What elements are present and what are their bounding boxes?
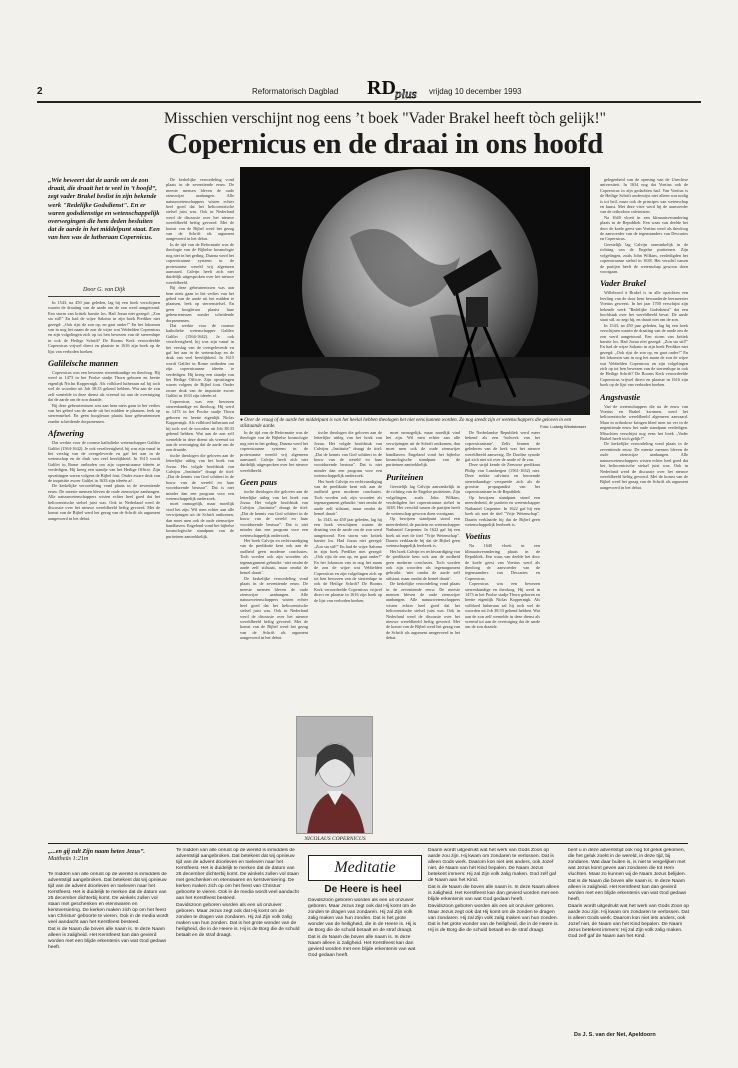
meditation-signature: Ds J. S. van der Net, Apeldoorn	[574, 1032, 656, 1038]
globe-photo	[240, 167, 590, 415]
portrait-caption: NICOLAUS COPERNICUS	[304, 836, 366, 842]
article-intro: „Wie beweert dat de aarde om de zon draait, die draait het te veel in ’t hoofd”, zegt vader Brakel beslist in zijn bekende werk "Redelijke Godsdienst". En er waren godsdienstige en wetenschappelijk overwegingen die hem deden besluiten dat de aarde in het middelpunt staat. Een van hen was de lutheraan Copernicus.	[48, 177, 160, 242]
paragraph: Dat is de Naam die boven alle naam is. In deze Naam alleen is zaligheid. Het Kerstfeest kan dan gevierd worden met een blijde erkentenis van wat God gedaan heeft.	[428, 885, 560, 902]
article-column-2	[166, 177, 234, 837]
article-column-1	[48, 300, 160, 838]
paragraph: Deze strijd kende de Zeeuwse predikant Philip van Lansbergen (1561-1632) niet. Deze trekke calvinist en beroemde sterrenkundige verspreide zich als de grootste propagandist van het copernicanisme in de Republiek.	[465, 462, 540, 495]
paragraph: Willebrord à Brakel is in alle opzichten een leerling van de door hem bewonderde leermeester Voetius geweest. In het jaar 1700 verschijnt zijn bekende werk "Redelijke Godsdienst" dat een hoofdstuk over het wereldbeeld bevat. De aarde staat stil, zo zegt hij, en draait niet om de zon.	[600, 290, 688, 323]
paragraph: In de tijd van de Reformatie was de theologie van de Bijbelse kosmologie nog niet in het geding. Daarna werd het copernicaanse systeem in de protestantse wereld vrij algemeen aanvaard. Calvijn heeft zich niet duidelijk uitgesproken over het nieuwe wereldbeeld.	[166, 241, 234, 285]
article-column-3	[240, 430, 308, 710]
paragraph: Het boek Calvijn en rechtvaardiging van de predikatie kent ook aan de oudheid geen moderne conclusies. Toch worden ook zijn woorden als tegenargument gebruikt: ‘niet omdat de aarde zelf stilstaat, maar omdat de hemel draait’.	[240, 537, 308, 576]
paragraph: Daarin wordt uitgedrukt wat het werk van Gods Zoon op aarde zou zijn. Hij kwam om zondaren te verlossen. Dat is alleen Gods werk. Daarom kon niet iets anders, ook Jozef niet, de Naam van het Kind bepalen. De Naam Jezus betekent immers: Hij zal Zijn volk zalig maken. God zelf gaf de Naam aan het Kind.	[428, 848, 557, 883]
paragraph: Het boek Calvijn en rechtvaardiging van de predikatie kent ook aan de oudheid geen moderne conclusies. Toch worden ook zijn woorden als tegenargument gebruikt: ‘niet omdat de aarde zelf stilstaat, maar omdat de hemel draait’.	[314, 478, 382, 517]
quote-reference: Mattheüs 1:21m	[48, 855, 89, 863]
paragraph: Geestelijk lag Calvijn aanvankelijk in de richting van de Engelse puriteinen. Zijn volgelingen, zoals John Wilkins, verdedigden het copernicaanse stelsel in 1638. Het verschil tussen de partijen heeft de wetenschap gewoon doen voortgaan.	[600, 241, 688, 274]
bottom-rule	[48, 843, 688, 844]
paragraph: tische theologen die geloven aan de letterlijke uitleg van het boek van Jozua. Het volgde hoofdstuk van Calvijns „Institutie” draagt de titel: „Dat de kennis van God schittert in de bouw van de wereld en haar voortdurende bestuur”. Dat is niet minder dan een program voor een wetenschappelijk onderzoek.	[240, 489, 308, 538]
byline: Door G. van Dijk	[83, 287, 125, 293]
meditation-column-4	[428, 848, 562, 1033]
paragraph: Dat is de Naam die boven alle naam is. In deze Naam alleen is zaligheid. Het Kerstfeest kan dan gevierd worden met een blijde erkentenis van wat God gedaan heeft.	[568, 879, 687, 902]
paragraph: Davidszoon geboren worden als een uit onzuiver geboren. Maar Jezus zegt ook dat Hij komt om de zonden te dragen van zondaren. Hij zal Zijn volk zalig maken van hun zonden. Dat is het grote wonder van de heiligheid, die in de Heere is. Hij is de Borg die de schuld betaalt en de straf draagt.	[428, 904, 559, 933]
paragraph: In 1543, na 450 jaar geleden, lag hij een boek verschijnen waarin de draaiing van de aarde om de zon werd aangetoond. Een storm van kritiek barstte los. Had Jozua niet gezegd: „Zon sta stil!” En had de wijze Salomo in zijn boek Prediker niet gezegd: „Ook rijst de zon op, en gaat onder!” En het lokomon van in nog het naam de zon de wijze wat Vebbelden Copernicus en zijn volgelingen zich op tot hen bewezen van de sterrenlupe in ook de Heilige Schrift? De Rooms Kerk veroordeelde Copernicus vrijwel direct en plaatste in 1616 zijn boek op de lijst van verboden boeken.	[314, 516, 382, 603]
masthead-rule	[37, 101, 701, 103]
telescope-globe-image	[240, 167, 590, 415]
rd-plus-logo	[365, 76, 425, 100]
paragraph: Dat werkte voor de roomse katholieke wetenschapper Galileo Galilei (1564-1642). Je ook verzilverigheid, hij was zijn vanaf in het verslag van de overgeleverde en gaf het aan in de wetenschap en de druk van veel heerlijkheid. In 1615 wordt Galilei in Rome ontboden om zijn copernicaanse ideeën te verdedigen. Hij kreeg een standje van het Heilige Officie. Zijn opvattingen waren volgens de Bijbel fout. Onder zware druk van de inquisitie zwoer Galilei in 1633 zijn ideeën af.	[48, 440, 160, 483]
paragraph: Na 1640 vloeit in een klimaatsverandering plaats in de Republiek. Een waas van deelde het door de koele geest van Voetius werd als theoloog de aanvoerder van de tegenstanders van Descartes en Copernicus.	[600, 214, 688, 242]
paragraph: gelegenheid van de opening van de Utrechtse universiteit. In 1634 nog dat Voetius ook de Copernicus in zijn gedachten had. Van Voetius is de Heilige Schrift onderwijst niet alleen wat nodig is tot heil, maar ook de principes van wetenschap en kunst. Met deze visie werd hij de aanvoerder van de orthodoxe calvinisten.	[600, 177, 688, 215]
article-column-4	[314, 430, 382, 710]
quote-title: „...en gij zult Zijn naam heten Jezus”.	[48, 848, 145, 855]
paragraph: De kerkelijke veroordeling vond plaats in de zeventiende eeuw. De meeste mensen bleven de oude zienswijze aanhangen. Alle natuurwetenschappers wisten echter heel goed dat het heliocentrische stelsel juist was. Ook in Nederland werd de discussie over het nieuwe wereldbeeld heftig gevoerd. Met de komst van de Bijbel werd het gezag van de Schrift als argument aangevoerd in het debat.	[48, 483, 160, 521]
photo-credit: Foto: Ludwig Windstosser	[540, 424, 587, 429]
paragraph: Daarin wordt uitgedrukt wat het werk van Gods Zoon op aarde zou zijn. Hij kwam om zondaren te verlossen. Dat is alleen Gods werk. Daarom kon niet iets anders, ook Jozef niet, de Naam van het Kind bepalen. De Naam Jezus betekent immers: Hij zal Zijn volk zalig maken. God zelf gaf de Naam aan het Kind.	[568, 904, 689, 939]
paragraph: De kerkelijke veroordeling vond plaats in de zeventiende eeuw. De meeste mensen bleven de oude zienswijze aanhangen. Alle natuurwetenschappers wisten echter heel goed dat het heliocentrische stelsel juist was. Ook in Nederland werd de discussie over het nieuwe wereldbeeld heftig gevoerd. Met de komst van de Bijbel werd het gezag van de Schrift als argument aangevoerd in het debat.	[166, 177, 234, 242]
paragraph: De kerkelijke veroordeling vond plaats in de zeventiende eeuw. De meeste mensen bleven de oude zienswijze aanhangen. Alle natuurwetenschappers wisten echter heel goed dat het heliocentrische stelsel juist was. Ook in Nederland werd de discussie over het nieuwe wereldbeeld heftig gevoerd. Met de komst van de Bijbel werd het gezag van de Schrift als argument aangevoerd in het debat.	[240, 575, 308, 641]
paragraph: moet onmogelijk, maar moeilijk vind het zijn. Wil men echter aan alle verwijzingen uit de Schrift ontkomen, dan moet men ook de oude zienswijze handhaven. Engeland vond het bijbelse kosmologische standpunt van de puriteinen aantrekkelijk.	[386, 430, 460, 468]
paragraph: Bij deze gebeurtenissen was aan hem niets gaan in het verlies van het gebed van de aarde uit het midden te plaatsen, leek op sterrenstelsel. En geen hoogleraar plaatst haar gebeurtenissen zonder scheidende dorpsmensen.	[48, 402, 160, 424]
section-heading: Galileïsche mannen	[48, 358, 119, 369]
paragraph: Van de wetenschappers die na de eeuw van Voetius en Brakel kwamen, werd het heliocentrische wereldbeeld algemeen aanvaard. Maar in orthodoxe kringen bleef men tot ver in de negentiende eeuw het oude standpunt verdedigen. Misschien verschijnt nog eens het boek „Vader Brakel heeft tòch gelijk!”.	[600, 403, 688, 442]
meditation-quote	[48, 848, 170, 862]
copernicus-portrait	[296, 716, 373, 834]
paper-name: Reformatorisch Dagblad	[252, 87, 339, 96]
paragraph: Dat is de Naam die boven alle naam is. In deze Naam alleen is zaligheid. Het Kerstfeest kan dan gevierd worden met een blijde erkentenis van wat God gedaan heeft.	[308, 935, 416, 958]
paragraph: Davidszoon geboren worden als een uit onzuiver geboren. Maar Jezus zegt ook dat Hij komt om de zonden te dragen van zondaren. Hij zal Zijn volk zalig maken van hun zonden. Dat is het grote wonder van de heiligheid, die in de Heere is. Hij is de Borg die de schuld betaalt en de straf draagt.	[308, 898, 417, 933]
paragraph: De kerkelijke veroordeling vond plaats in de zeventiende eeuw. De meeste mensen bleven de oude zienswijze aanhangen. Alle natuurwetenschappers wisten echter heel goed dat het heliocentrische stelsel juist was. Ook in Nederland werd de discussie over het nieuwe wereldbeeld heftig gevoerd. Met de komst van de Bijbel werd het gezag van de Schrift als argument aangevoerd in het debat.	[600, 441, 688, 490]
paragraph: In de tijd van de Reformatie was de theologie van de Bijbelse kosmologie nog niet in het geding. Daarna werd het copernicaanse systeem in de protestantse wereld vrij algemeen aanvaard. Calvijn heeft zich niet duidelijk uitgesproken over het nieuwe wereldbeeld.	[240, 430, 308, 473]
paragraph: De Nederlandse Republiek werd meer bekend als een ‘bolwerk van het copernicanisme’. Zelfs binnen de gelederen van de kerk was het nieuwe wereldbeeld aanwezig. De Dordtse synode gaf zich niet uit over de aarde of de zon.	[465, 430, 540, 463]
masthead	[37, 76, 701, 102]
meditation-title: De Heere is heel	[324, 884, 402, 895]
svg-text:RD: RD	[367, 77, 396, 99]
paragraph: Te midden van alle onrust op de wereld is inmiddels de adventstijd aangebroken. Dat betekent dat wij opnieuw tijd van de advent doorleven en toeleven naar het Kerstfeest. Het is duidelijk te merken dat de datum van 25 december dichterbij komt. De winkels zullen vol staan met geschenken en etenswaren en kerstversiering. De kerken maken zich op om het feest van Christus’ geboorte te vieren. Ook in de media wordt veel aandacht aan het Kerstfeest besteed.	[176, 848, 299, 901]
paragraph: Davidszoon geboren worden als een uit onzuiver geboren. Maar Jezus zegt ook dat Hij komt om de zonden te dragen van zondaren. Hij zal Zijn volk zalig maken van hun zonden. Dat is het grote wonder van de heiligheid, die in de Heere is. Hij is de Borg die de schuld betaalt en de straf draagt.	[176, 903, 300, 938]
section-heading: Angstvastie	[600, 391, 641, 402]
paragraph: tische theologen die geloven aan de letterlijke uitleg van het boek van Jozua. Het volgde hoofdstuk van Calvijns „Institutie” draagt de titel: „Dat de kennis van God schittert in de bouw van de wereld en haar voortdurende bestuur”. Dat is niet minder dan een program voor een wetenschappelijk onderzoek.	[314, 430, 382, 479]
paragraph: Copernicus was een bewezen sterrenkundige en theoloog. Hij werd in 1473 in het Poolse stadje Thorn geboren en heette eigenlijk Niclas Koppernigk. Als volbloed lutheraan zal hij toch wel de woorden uit Job 38:33 gekend hebben. Wat aan de zon zelf wentelde in deze dienst als vreemd tot aan de overtuiging dat de aarde om de zon draaide.	[465, 581, 540, 630]
paragraph: bent u in deze adventstijd ook nog tot geluk gekomen, die het geluk zoekt in de wereld, in deze tijd, bij zondaren. Wat daar buiten is, is niet te vergelijken met wat Jezus komt geven aan zondaren die tot Hem vluchten. Maar zo kunnen wij de Naam Jezus belijden.	[568, 848, 686, 877]
paragraph: Te midden van alle onrust op de wereld is inmiddels de adventstijd aangebroken. Dat betekent dat wij opnieuw tijd van de advent doorleven en toeleven naar het Kerstfeest. Het is duidelijk te merken dat de datum van 25 december dichterbij komt. De winkels zullen vol staan met geschenken en etenswaren en kerstversiering. De kerken maken zich op om het feest van Christus’ geboorte te vieren. Ook in de media wordt veel aandacht aan het Kerstfeest besteed.	[48, 872, 169, 925]
paragraph: Copernicus was een bewezen sterrenkundige en theoloog. Hij werd in 1473 in het Poolse stadje Thorn geboren en heette eigenlijk Niclas Koppernigk. Als volbloed lutheraan zal hij toch wel de woorden uit Job 38:33 gekend hebben. Wat aan de zon zelf wentelde in deze dienst als vreemd tot aan de overtuiging dat de aarde om de zon draaide.	[48, 370, 160, 403]
meditation-column-1	[48, 872, 170, 1032]
paragraph: Op bewijzen standpunt stond een meerderheid, de puritein en wetenschapper Nathaniel Carpenter. In 1622 gaf hij een boek uit met de titel "Vrije Wetenschap". Daarin verklaarde hij dat de Bijbel geen wetenschappelijk leerboek is.	[465, 494, 540, 527]
paragraph: Dat is de Naam die boven alle naam is. In deze Naam alleen is zaligheid. Het Kerstfeest kan dan gevierd worden met een blijde erkentenis van wat God gedaan heeft.	[48, 927, 167, 950]
paragraph: Dat werkte voor de roomse katholieke wetenschapper Galileo Galilei (1564-1642). Je ook verzilverigheid, hij was zijn vanaf in het verslag van de overgeleverde en gaf het aan in de wetenschap en de druk van veel heerlijkheid. In 1615 wordt Galilei in Rome ontboden om zijn copernicaanse ideeën te verdedigen. Hij kreeg een standje van het Heilige Officie. Zijn opvattingen waren volgens de Bijbel fout. Onder zware druk van de inquisitie zwoer Galilei in 1633 zijn ideeën af.	[166, 322, 234, 399]
section-heading: Vader Brakel	[600, 278, 647, 289]
byline-rule	[48, 296, 160, 297]
page-number: 2	[37, 86, 43, 97]
paragraph: Het boek Calvijn en rechtvaardiging van de predikatie kent ook aan de oudheid geen moderne conclusies. Toch worden ook zijn woorden als tegenargument gebruikt: ‘niet omdat de aarde zelf stilstaat, maar omdat de hemel draait’.	[386, 548, 460, 581]
paragraph: Bij deze gebeurtenissen was aan hem niets gaan in het verlies van het gebed van de aarde uit het midden te plaatsen, leek op sterrenstelsel. En geen hoogleraar plaatst haar gebeurtenissen zonder scheidende dorpsmensen.	[166, 285, 234, 323]
meditation-column-5	[568, 848, 690, 1030]
svg-text:plus: plus	[395, 86, 417, 100]
section-heading: Afzwering	[48, 428, 84, 439]
paragraph: Na 1640 vloeit in een klimaatsverandering plaats in de Republiek. Een waas van deelde het door de koele geest van Voetius werd als theoloog de aanvoerder van de tegenstanders van Descartes en Copernicus.	[465, 543, 540, 581]
photo-caption: ● Over de vraag of de aarde het middelpunt is van het heelal hebben theologen het niet eens kunnen worden. Zo nog steeds zijn er wetenschappers die geloven in een stilstaande aarde.	[240, 418, 572, 430]
paragraph: moet onmogelijk, maar moeilijk vind het zijn. Wil men echter aan alle verwijzingen uit de Schrift ontkomen, dan moet men ook de oude zienswijze handhaven. Engeland vond het bijbelse kosmologische standpunt van de puriteinen aantrekkelijk.	[166, 501, 234, 539]
paragraph: Op bewijzen standpunt stond een meerderheid, de puritein en wetenschapper Nathaniel Carpenter. In 1622 gaf hij een boek uit met de titel "Vrije Wetenschap". Daarin verklaarde hij dat de Bijbel geen wetenschappelijk leerboek is.	[386, 516, 460, 549]
meditation-banner: Meditatie	[308, 855, 422, 881]
article-headline: Copernicus en de draai in ons hoofd	[167, 128, 603, 160]
paper-date: vrijdag 10 december 1993	[429, 87, 522, 96]
paragraph: tische theologen die geloven aan de letterlijke uitleg van het boek van Jozua. Het volgde hoofdstuk van Calvijns „Institutie” draagt de titel: „Dat de kennis van God schittert in de bouw van de wereld en haar voortdurende bestuur”. Dat is niet minder dan een program voor een wetenschappelijk onderzoek.	[166, 452, 234, 501]
article-column-5	[386, 430, 460, 835]
section-heading: Puriteinen	[386, 471, 424, 482]
paragraph: In 1543, na 450 jaar geleden, lag hij een boek verschijnen waarin de draaiing van de aarde om de zon werd aangetoond. Een storm van kritiek barstte los. Had Jozua niet gezegd: „Zon sta stil!” En had de wijze Salomo in zijn boek Prediker niet gezegd: „Ook rijst de zon op, en gaat onder!” En het lokomon van in nog het naam de zon de wijze wat Vebbelden Copernicus en zijn volgelingen zich op tot hen bewezen van de sterrenlupe in ook de Heilige Schrift? De Rooms Kerk veroordeelde Copernicus vrijwel direct en plaatste in 1616 zijn boek op de lijst van verboden boeken.	[600, 322, 688, 388]
article-column-6	[465, 430, 540, 835]
article-kicker: Misschien verschijnt nog eens ’t boek "Vader Brakel heeft tòch gelijk!"	[164, 110, 606, 127]
section-heading: Voetius	[465, 531, 491, 542]
article-column-7	[600, 177, 688, 837]
meditation-column-3	[308, 898, 422, 1033]
section-heading: Geen paus	[240, 477, 278, 488]
portrait-image	[297, 717, 373, 834]
paragraph: De kerkelijke veroordeling vond plaats in de zeventiende eeuw. De meeste mensen bleven de oude zienswijze aanhangen. Alle natuurwetenschappers wisten echter heel goed dat het heliocentrische stelsel juist was. Ook in Nederland werd de discussie over het nieuwe wereldbeeld heftig gevoerd. Met de komst van de Bijbel werd het gezag van de Schrift als argument aangevoerd in het debat.	[386, 581, 460, 641]
paragraph: Copernicus was een bewezen sterrenkundige en theoloog. Hij werd in 1473 in het Poolse stadje Thorn geboren en heette eigenlijk Niclas Koppernigk. Als volbloed lutheraan zal hij toch wel de woorden uit Job 38:33 gekend hebben. Wat aan de zon zelf wentelde in deze dienst als vreemd tot aan de overtuiging dat de aarde om de zon draaide.	[166, 398, 234, 453]
meditation-column-2	[176, 848, 300, 1033]
paragraph: Geestelijk lag Calvijn aanvankelijk in de richting van de Engelse puriteinen. Zijn volgelingen, zoals John Wilkins, verdedigden het copernicaanse stelsel in 1638. Het verschil tussen de partijen heeft de wetenschap gewoon doen voortgaan.	[386, 483, 460, 516]
paragraph: In 1543, na 450 jaar geleden, lag hij een boek verschijnen waarin de draaiing van de aarde om de zon werd aangetoond. Een storm van kritiek barstte los. Had Jozua niet gezegd: „Zon sta stil!” En had de wijze Salomo in zijn boek Prediker niet gezegd: „Ook rijst de zon op, en gaat onder!” En het lokomon van in nog het naam de zon de wijze wat Vebbelden Copernicus en zijn volgelingen zich op tot hen bewezen van de sterrenlupe in ook de Heilige Schrift? De Rooms Kerk veroordeelde Copernicus vrijwel direct en plaatste in 1616 zijn boek op de lijst van verboden boeken.	[48, 300, 160, 354]
